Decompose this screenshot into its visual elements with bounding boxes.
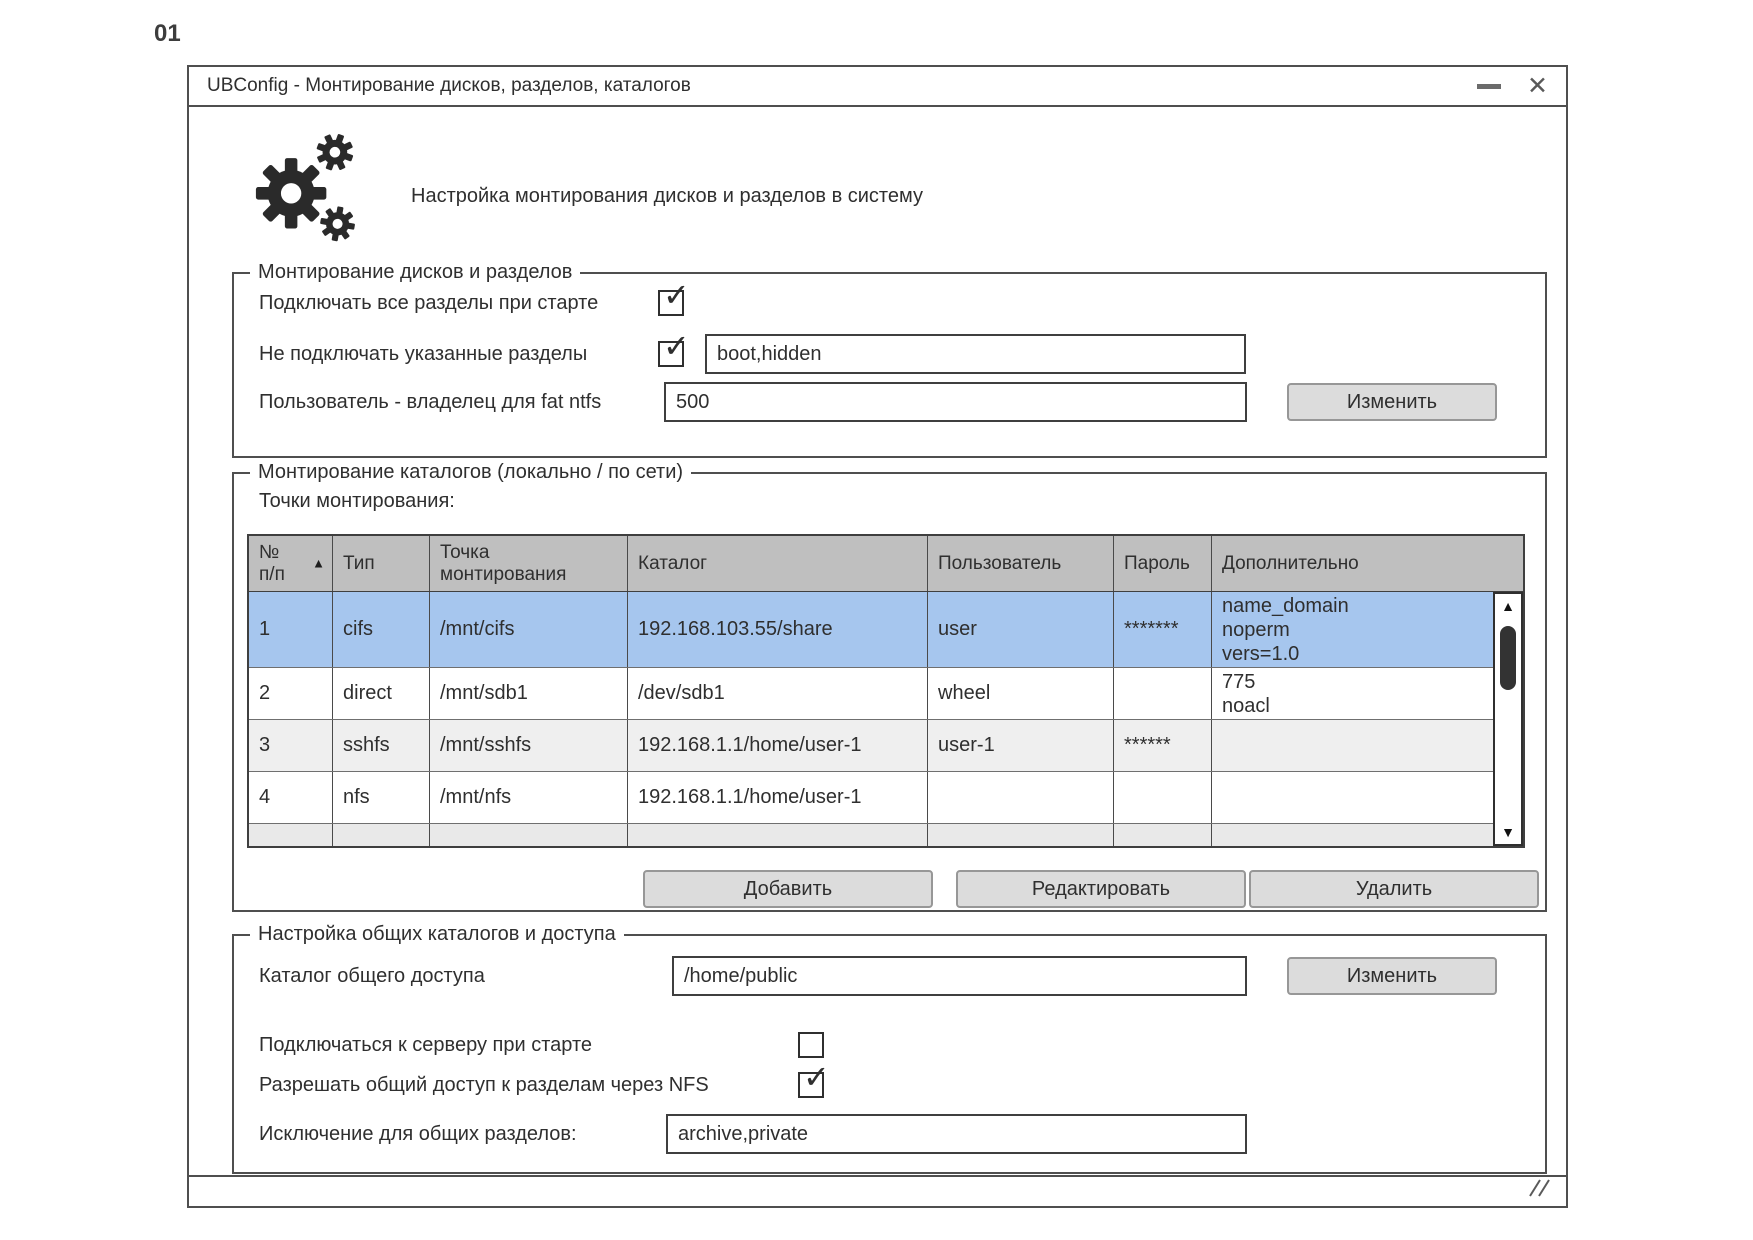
cell-mount-point: /mnt/nfs bbox=[430, 772, 628, 823]
cell-empty bbox=[430, 824, 628, 846]
shared-dir-label: Каталог общего доступа bbox=[259, 964, 485, 987]
group-disk-legend: Монтирование дисков и разделов bbox=[250, 261, 580, 284]
check-icon: ✓ bbox=[803, 1059, 830, 1095]
cell-password bbox=[1114, 668, 1212, 719]
gears-icon bbox=[247, 127, 383, 253]
group-shared-access bbox=[232, 923, 1547, 1174]
cell-type: direct bbox=[333, 668, 430, 719]
share-exception-input[interactable] bbox=[666, 1114, 1247, 1154]
check-icon: ✓ bbox=[663, 328, 690, 364]
change-owner-button[interactable]: Изменить bbox=[1287, 383, 1497, 421]
table-header-row bbox=[249, 536, 1523, 592]
cell-type: cifs bbox=[333, 592, 430, 667]
scroll-up-icon[interactable]: ▲ bbox=[1501, 598, 1515, 614]
cell-extra bbox=[1212, 772, 1523, 823]
connect-on-start-label: Подключаться к серверу при старте bbox=[259, 1033, 593, 1056]
exclude-partitions-label: Не подключать указанные разделы bbox=[259, 342, 588, 365]
exclude-partitions-checkbox[interactable] bbox=[658, 328, 690, 367]
scrollbar-thumb[interactable] bbox=[1500, 626, 1516, 690]
cell-empty bbox=[333, 824, 430, 846]
cell-empty bbox=[628, 824, 928, 846]
cell-extra bbox=[1212, 720, 1523, 771]
group-disk-mounting bbox=[232, 261, 1547, 458]
table-row[interactable] bbox=[249, 668, 1523, 720]
app-subtitle: Настройка монтирования дисков и разделов в систему bbox=[411, 185, 923, 207]
scroll-down-icon[interactable]: ▼ bbox=[1501, 824, 1515, 840]
column-header-password[interactable]: Пароль bbox=[1114, 536, 1212, 591]
cell-password: ******* bbox=[1114, 592, 1212, 667]
group-catalog-mounting bbox=[232, 461, 1547, 912]
cell-empty bbox=[1212, 824, 1523, 846]
cell-extra: name_domain noperm vers=1.0 bbox=[1222, 594, 1349, 665]
column-header-catalog[interactable]: Каталог bbox=[628, 536, 928, 591]
table-row[interactable] bbox=[249, 720, 1523, 772]
cell-password bbox=[1114, 772, 1212, 823]
cell-catalog: 192.168.103.55/share bbox=[628, 592, 928, 667]
column-header-num-label: № п/п bbox=[259, 541, 285, 585]
cell-user: wheel bbox=[928, 668, 1114, 719]
cell-num: 1 bbox=[249, 592, 333, 667]
group-shared-legend: Настройка общих каталогов и доступа bbox=[250, 923, 624, 946]
cell-empty bbox=[1114, 824, 1212, 846]
shared-dir-input[interactable] bbox=[672, 956, 1247, 996]
owner-fat-ntfs-label: Пользователь - владелец для fat ntfs bbox=[259, 390, 602, 413]
window-title: UBConfig - Монтирование дисков, разделов, каталогов bbox=[207, 75, 691, 96]
cell-user: user bbox=[928, 592, 1114, 667]
nfs-share-checkbox[interactable] bbox=[798, 1059, 830, 1098]
column-header-type[interactable]: Тип bbox=[333, 536, 430, 591]
page-number-label: 01 bbox=[154, 20, 181, 47]
exclude-partitions-input[interactable] bbox=[705, 334, 1246, 374]
sort-asc-icon: ▲ bbox=[312, 555, 325, 571]
cell-catalog: 192.168.1.1/home/user-1 bbox=[628, 772, 928, 823]
table-filler-row bbox=[249, 824, 1523, 846]
cell-catalog: 192.168.1.1/home/user-1 bbox=[628, 720, 928, 771]
share-exception-label: Исключение для общих разделов: bbox=[259, 1122, 577, 1145]
cell-empty bbox=[928, 824, 1114, 846]
cell-num: 2 bbox=[249, 668, 333, 719]
column-header-num[interactable] bbox=[249, 536, 333, 591]
column-header-extra[interactable]: Дополнительно bbox=[1222, 552, 1359, 574]
mount-points-table bbox=[247, 534, 1525, 848]
column-header-mount-point[interactable]: Точка монтирования bbox=[430, 536, 628, 591]
check-icon: ✓ bbox=[663, 277, 690, 313]
column-header-user[interactable]: Пользователь bbox=[928, 536, 1114, 591]
cell-type: sshfs bbox=[333, 720, 430, 771]
statusbar-divider bbox=[189, 1175, 1566, 1177]
mount-points-label: Точки монтирования: bbox=[259, 490, 455, 512]
nfs-share-label: Разрешать общий доступ к разделам через NFS bbox=[259, 1073, 709, 1096]
cell-extra: 775 noacl bbox=[1222, 670, 1270, 717]
table-scrollbar[interactable] bbox=[1493, 592, 1523, 846]
cell-num: 3 bbox=[249, 720, 333, 771]
app-window bbox=[187, 65, 1568, 1208]
connect-on-start-checkbox[interactable] bbox=[798, 1032, 824, 1058]
cell-password: ****** bbox=[1114, 720, 1212, 771]
table-row[interactable] bbox=[249, 772, 1523, 824]
cell-mount-point: /mnt/sshfs bbox=[430, 720, 628, 771]
title-bar bbox=[189, 67, 1566, 107]
mount-all-label: Подключать все разделы при старте bbox=[259, 291, 599, 314]
minimize-icon[interactable] bbox=[1477, 84, 1501, 89]
cell-num: 4 bbox=[249, 772, 333, 823]
table-row-selected[interactable] bbox=[249, 592, 1523, 668]
cell-user: user-1 bbox=[928, 720, 1114, 771]
change-shared-dir-button[interactable]: Изменить bbox=[1287, 957, 1497, 995]
edit-button[interactable]: Редактировать bbox=[956, 870, 1246, 908]
mount-all-checkbox[interactable] bbox=[658, 277, 690, 316]
cell-catalog: /dev/sdb1 bbox=[628, 668, 928, 719]
owner-fat-ntfs-input[interactable] bbox=[664, 382, 1247, 422]
cell-mount-point: /mnt/sdb1 bbox=[430, 668, 628, 719]
add-button[interactable]: Добавить bbox=[643, 870, 933, 908]
group-catalog-legend: Монтирование каталогов (локально / по сети) bbox=[250, 461, 691, 484]
resize-grip-icon[interactable] bbox=[1526, 1178, 1552, 1198]
cell-empty bbox=[249, 824, 333, 846]
delete-button[interactable]: Удалить bbox=[1249, 870, 1539, 908]
close-icon[interactable]: ✕ bbox=[1527, 71, 1548, 100]
cell-type: nfs bbox=[333, 772, 430, 823]
cell-mount-point: /mnt/cifs bbox=[430, 592, 628, 667]
cell-user bbox=[928, 772, 1114, 823]
